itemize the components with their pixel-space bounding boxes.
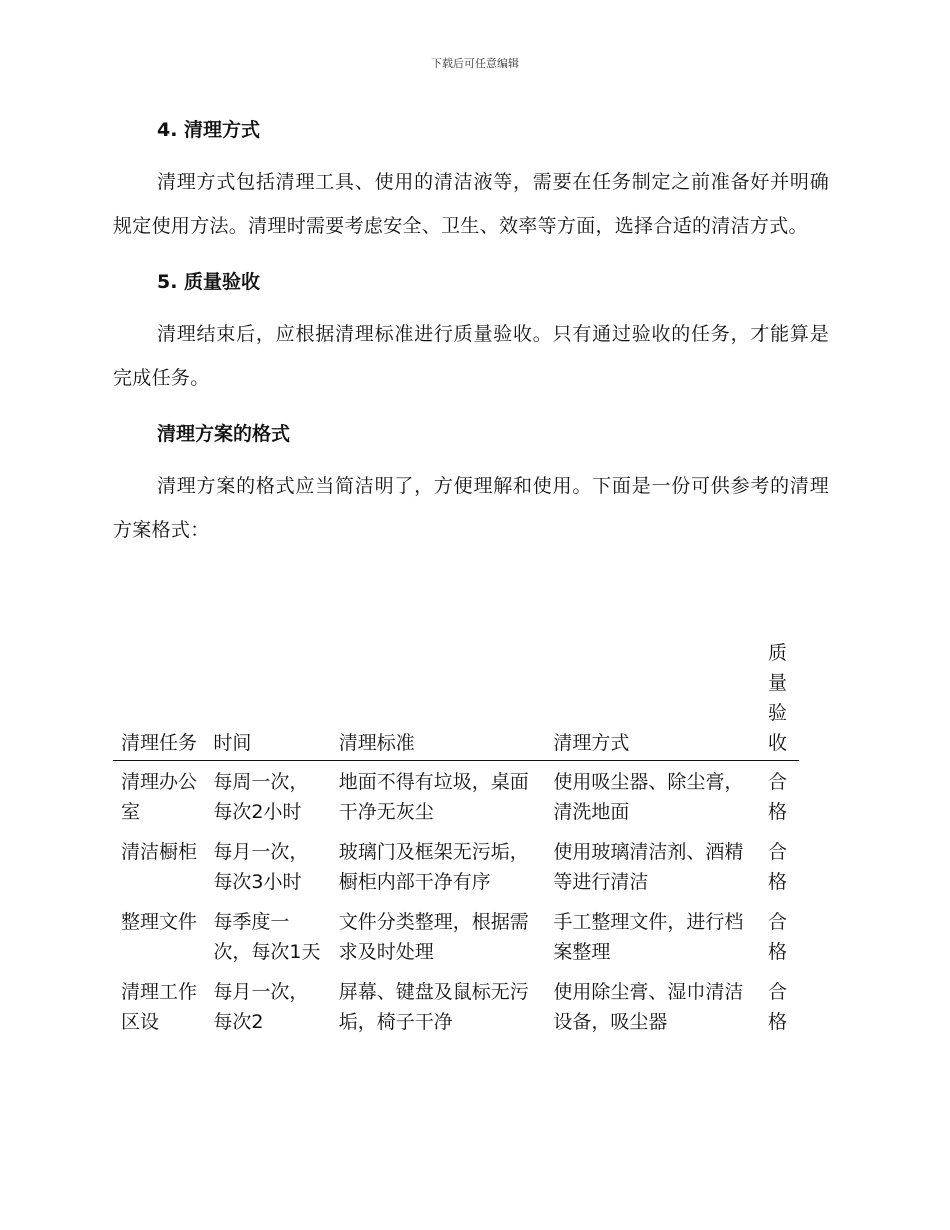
- table-row: [113, 831, 799, 901]
- table-cell: 使用吸尘器、除尘膏，清洗地面: [553, 771, 744, 823]
- section-heading: 清理方案的格式: [157, 423, 291, 445]
- section-paragraph: 清理结束后，应根据清理标准进行质量验收。只有通过验收的任务，才能算是完成任务。: [113, 323, 829, 389]
- column-header-method: 清理方式: [553, 732, 630, 754]
- table-cell: 整理文件: [121, 911, 198, 933]
- table-cell: 合格: [767, 911, 787, 963]
- table-cell: 合格: [767, 841, 787, 893]
- table-cell: 玻璃门及框架无污垢，橱柜内部干净有序: [338, 841, 529, 893]
- section-heading: 4. 清理方式: [157, 119, 261, 141]
- table-row: [113, 761, 799, 832]
- table-cell: 每月一次，每次2: [213, 981, 309, 1033]
- table-row: [113, 901, 799, 971]
- table-cell: 清理办公室: [121, 771, 198, 823]
- table-cell: 手工整理文件，进行档案整理: [553, 911, 744, 963]
- table-cell: 合格: [767, 771, 787, 823]
- table-cell: 屏幕、键盘及鼠标无污垢，椅子干净: [338, 981, 529, 1033]
- section-paragraph: 清理方式包括清理工具、使用的清洁液等，需要在任务制定之前准备好并明确规定使用方法。清理时需要考虑安全、卫生、效率等方面，选择合适的清洁方式。: [113, 171, 829, 237]
- table-cell: 每季度一次，每次1天: [213, 911, 321, 963]
- table-cell: 清理工作区设: [121, 981, 198, 1033]
- table-cell: 使用玻璃清洁剂、酒精等进行清洁: [553, 841, 744, 893]
- table-header-row: [113, 638, 799, 761]
- table-row: [113, 971, 799, 1041]
- table-cell: 合格: [767, 981, 787, 1033]
- section-heading: 5. 质量验收: [157, 271, 261, 293]
- column-header-task: 清理任务: [121, 732, 198, 754]
- table-cell: 每周一次，每次2小时: [213, 771, 309, 823]
- cleaning-plan-table: [113, 638, 799, 1041]
- column-header-acceptance: 质量验收: [767, 642, 787, 754]
- column-header-standard: 清理标准: [338, 732, 415, 754]
- table-cell: 清洁橱柜: [121, 841, 198, 863]
- page-header-note: 下载后可任意编辑: [431, 57, 519, 70]
- section-paragraph: 清理方案的格式应当简洁明了，方便理解和使用。下面是一份可供参考的清理方案格式：: [113, 475, 829, 541]
- table-cell: 地面不得有垃圾，桌面干净无灰尘: [338, 771, 529, 823]
- table-cell: 使用除尘膏、湿巾清洁设备，吸尘器: [553, 981, 744, 1033]
- column-header-time: 时间: [213, 732, 252, 754]
- document-body: [113, 110, 829, 566]
- table-cell: 每月一次，每次3小时: [213, 841, 309, 893]
- table-cell: 文件分类整理，根据需求及时处理: [338, 911, 529, 963]
